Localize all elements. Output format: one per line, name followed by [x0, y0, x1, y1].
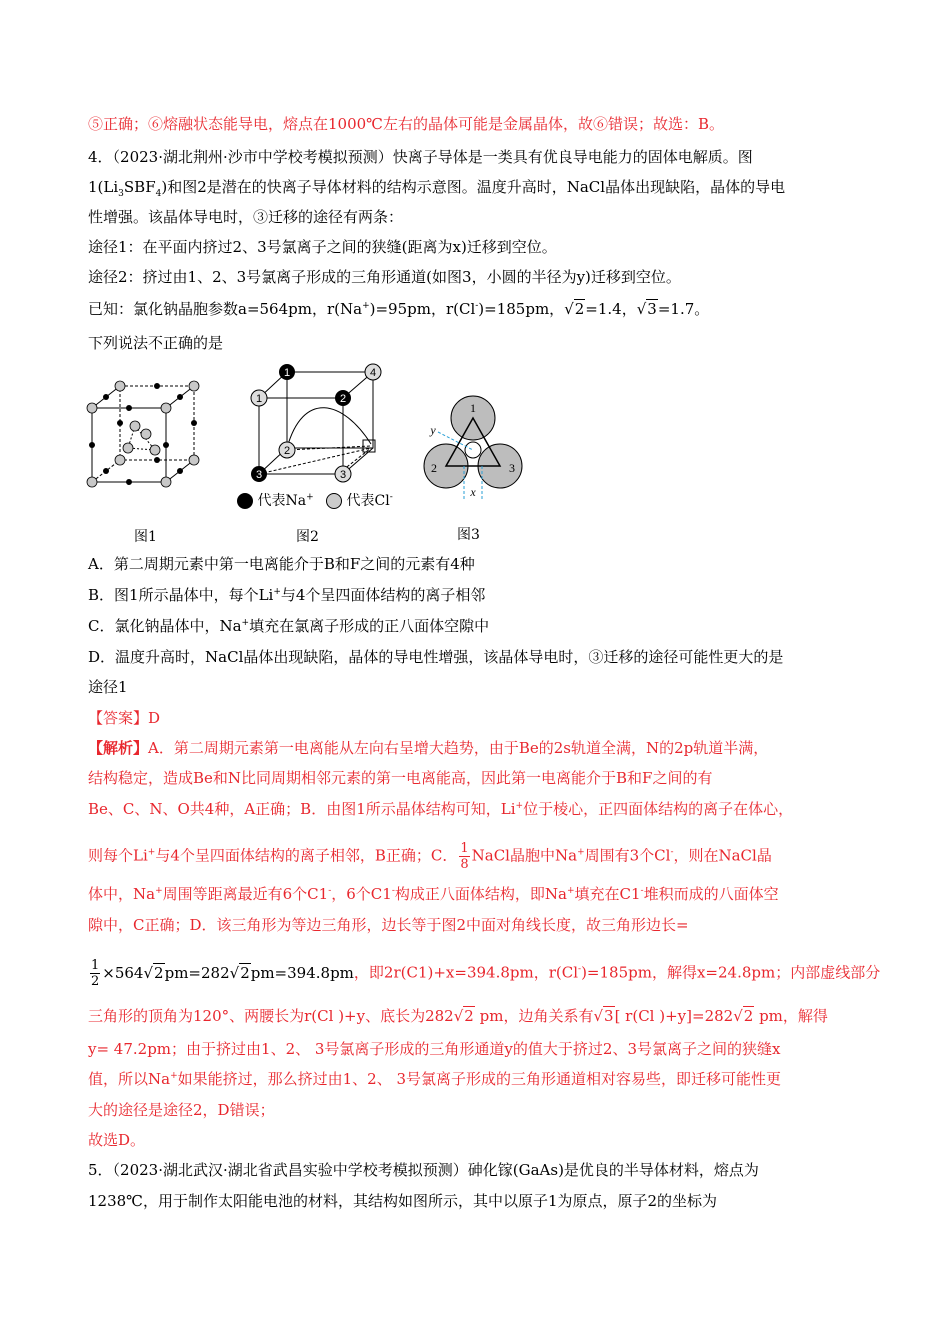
fig2-label-4: 4 — [369, 367, 377, 379]
option-d-line1: D．温度升高时，NaCl晶体出现缺陷，晶体的导电性增强，该晶体导电时，③迁移的途径可能性更大的是 — [88, 648, 784, 666]
fig2-label-1: 1 — [283, 367, 291, 379]
fig2-label-2: 2 — [339, 393, 347, 405]
fig3-label-2: 2 — [431, 461, 437, 475]
analysis-line10: 值，所以Na+如果能挤过，那么挤过由1、2、 3号氯离子形成的三角形通道相对容易些，即迁移可能性更 — [88, 1070, 782, 1088]
analysis-line3: Be、C、N、O共4种，A正确；B．由图1所示晶体结构可知，Li+位于棱心，正四面体结构的离子在体心， — [88, 800, 794, 818]
figure-1-crystal — [80, 378, 210, 494]
q4-stem-line2: $1(Li_3SBF_4)$和图2是潜在的快离子导体材料的结构示意图。温度升高时，NaCl晶体出现缺陷，晶体的导电 — [88, 178, 786, 199]
analysis-line12: 故选D。 — [88, 1131, 146, 1149]
fig3-label-y: y — [430, 423, 436, 437]
analysis-line2: 结构稳定，造成Be和N比同周期相邻元素的第一电离能高，因此第一电离能介于B和F之间的有 — [88, 769, 713, 787]
na-legend-icon — [237, 493, 253, 509]
fig3-label-1: 1 — [470, 401, 476, 415]
option-b: B．图1所示晶体中，每个Li+与4个呈四面体结构的离子相邻 — [88, 586, 486, 604]
analysis-line7: $\frac{1}{2}$ ×564√2pm=282√2pm=394.8pm，即2r(C1)+x=394.8pm，r(Cl-)=185pm，解得x=24.8pm；内部虚线部分 — [91, 958, 881, 989]
q5-stem-line1: 5．（2023·湖北武汉·湖北省武昌实验中学校考模拟预测）砷化镓(GaAs)是优良的半导体材料，熔点为 — [88, 1161, 759, 1179]
option-c: C．氯化钠晶体中，Na+填充在氯离子形成的正八面体空隙中 — [88, 617, 490, 635]
intro-line: ⑤正确；⑥熔融状态能导电，熔点在1000℃左右的晶体可能是金属晶体，故⑥错误；故选：B。 — [88, 115, 724, 133]
figure-2-legend: 代表Na+ 代表Cl- — [237, 490, 393, 510]
analysis-line1: 【解析】A．第二周期元素第一电离能从左向右呈增大趋势，由于Be的2s轨道全满，N的2p轨道半满， — [88, 739, 769, 757]
figure-3-triangle-channel — [420, 388, 530, 506]
analysis-line5: 体中，Na+周围等距离最近有6个C1-，6个C1-构成正八面体结构，即Na+填充在C1-堆积而成的八面体空 — [88, 885, 779, 903]
q4-stem-line3: 性增强。该晶体导电时，③迁移的途径有两条： — [88, 208, 404, 226]
analysis-line8: 三角形的顶角为120°、两腰长为r(Cl )+y、底长为282√2 pm，边角关系有√3[ r(Cl )+y]=282√2 pm，解得 — [88, 1007, 828, 1025]
fig2-label-1b: 1 — [255, 393, 263, 405]
analysis-line9: y= 47.2pm；由于挤过由1、2、 3号氯离子形成的三角形通道y的值大于挤过2、3号氯离子之间的狭缝x — [88, 1040, 781, 1058]
option-a: A．第二周期元素中第一电离能介于B和F之间的元素有4种 — [88, 555, 475, 573]
fig2-label-2b: 2 — [283, 445, 291, 457]
analysis-line11: 大的途径是途径2，D错误； — [88, 1101, 275, 1119]
answer: 【答案】D — [88, 709, 161, 727]
analysis-line4: 则每个Li+与4个呈四面体结构的离子相邻，B正确；C． $\frac{1}{8}$ NaCl晶胞中Na+周围有3个Cl-，则在NaCl晶 — [88, 841, 772, 872]
fig2-label-3: 3 — [255, 469, 263, 481]
fig3-label-x: x — [470, 485, 476, 499]
cl-legend-icon — [326, 493, 342, 509]
q4-path1: 途径1：在平面内挤过2、3号氯离子之间的狭缝(距离为x)迁移到空位。 — [88, 238, 557, 256]
option-d-line2: 途径1 — [88, 678, 128, 696]
fig3-label-3: 3 — [509, 461, 515, 475]
figure-2-nacl-cell — [243, 360, 388, 490]
fraction-one-eighth: $\frac{1}{8}$ — [460, 841, 469, 872]
fraction-one-half: $\frac{1}{2}$ — [91, 958, 100, 989]
q4-known: 已知：氯化钠晶胞参数a=564pm，r(Na+)=95pm，r(Cl-)=185pm，√2=1.4，√3=1.7。 — [88, 300, 710, 318]
q4-path2: 途径2：挤过由1、2、3号氯离子形成的三角形通道(如图3，小圆的半径为y)迁移到空位。 — [88, 268, 681, 286]
figure-3-caption: 图3 — [457, 527, 480, 543]
figure-1-caption: 图1 — [134, 529, 157, 545]
fig2-label-3b: 3 — [339, 469, 347, 481]
figure-2-caption: 图2 — [296, 529, 319, 545]
analysis-line6: 隙中，C正确；D．该三角形为等边三角形，边长等于图2中面对角线长度，故三角形边长= — [88, 916, 689, 934]
q4-ask: 下列说法不正确的是 — [88, 334, 224, 352]
q5-stem-line2: 1238℃，用于制作太阳能电池的材料，其结构如图所示，其中以原子1为原点，原子2的坐标为 — [88, 1192, 718, 1210]
q4-stem-line1: 4．（2023·湖北荆州·沙市中学校考模拟预测）快离子导体是一类具有优良导电能力的固体电解质。图 — [88, 148, 753, 166]
